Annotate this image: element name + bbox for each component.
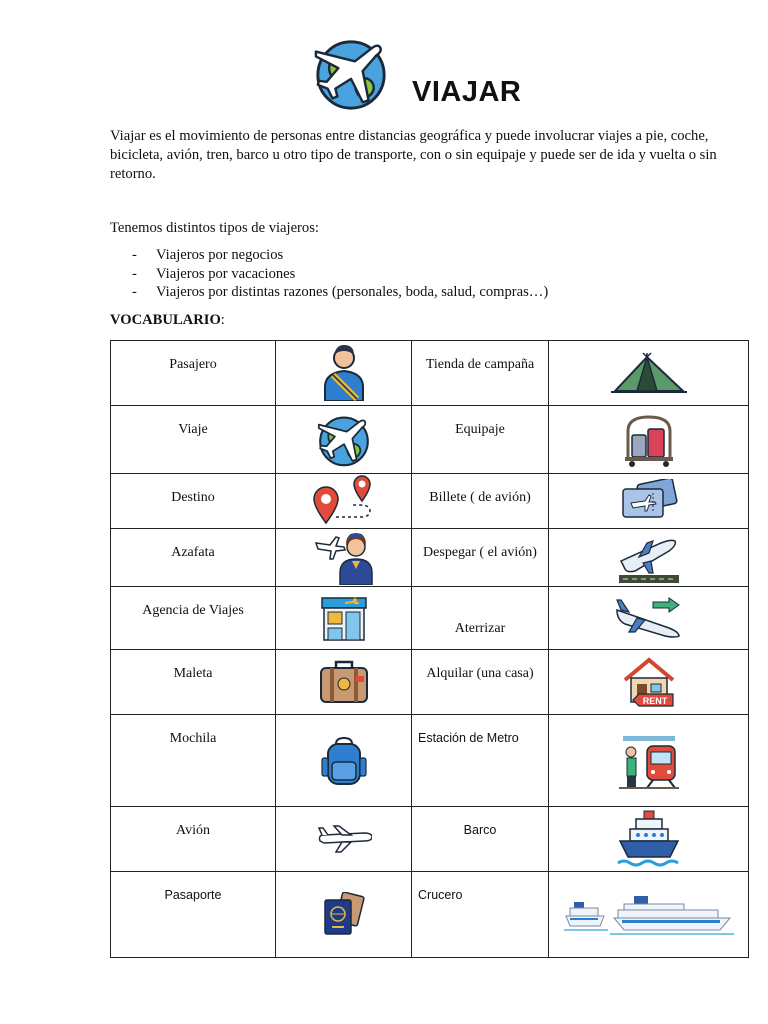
table-row (111, 715, 749, 807)
vocab-word: Crucero (412, 872, 549, 958)
luggage-cart-icon (622, 413, 676, 467)
vocab-word: Destino (111, 474, 276, 529)
intro-paragraph: Viajar es el movimiento de personas entre distancias geográfica y puede involucrar viajes a pie, coche, bicicleta, avión, tren, barco u otro tipo de transporte, con o sin equipaje y puede ser de ida y vuelta o sin retorno. (110, 128, 717, 182)
vocab-word: Alquilar (una casa) (412, 650, 549, 715)
vocab-word: Estación de Metro (412, 715, 549, 807)
list-item: - Viajeros por distintas razones (personales, boda, salud, compras…) (110, 283, 548, 302)
table-row (111, 650, 749, 715)
page-title: VIAJAR (412, 76, 522, 108)
vocab-word: Billete ( de avión) (412, 474, 549, 529)
traveler-types-list (110, 246, 548, 302)
vocab-word: Equipaje (412, 406, 549, 474)
traveler-types-intro: Tenemos distintos tipos de viajeros: (110, 220, 319, 236)
table-row (111, 529, 749, 587)
table-row (111, 587, 749, 650)
vocab-word: Viaje (111, 406, 276, 474)
list-item: - Viajeros por vacaciones (110, 265, 548, 284)
vocab-word: Avión (111, 807, 276, 872)
globe-airplane-icon (312, 34, 390, 112)
metro-station-icon (617, 730, 681, 792)
vocab-word: Azafata (111, 529, 276, 587)
vocab-word: Despegar ( el avión) (412, 529, 549, 587)
backpack-icon (320, 736, 368, 786)
header (0, 30, 768, 120)
vocab-word: Aterrizar (454, 621, 506, 636)
vocab-heading (110, 312, 225, 329)
plane-landing-icon (613, 596, 685, 640)
vocab-word: Pasaporte (111, 872, 276, 958)
table-row (111, 474, 749, 529)
vocab-table (110, 340, 749, 958)
house-rent-icon (621, 656, 677, 708)
vocab-word: Mochila (111, 715, 276, 807)
rent-badge: RENT (642, 696, 667, 706)
vocab-word: Tienda de campaña (412, 341, 549, 406)
vocab-word: Agencia de Viajes (111, 587, 276, 650)
plane-ticket-icon (619, 479, 679, 523)
passenger-icon (319, 345, 369, 401)
cruise-ships-icon (564, 890, 734, 940)
vocab-word: Maleta (111, 650, 276, 715)
passport-icon (321, 892, 367, 938)
ship-icon (616, 809, 682, 869)
table-row (111, 406, 749, 474)
vocab-heading-text: VOCABULARIO (110, 312, 221, 328)
list-item: - Viajeros por negocios (110, 246, 548, 265)
tent-icon (611, 351, 687, 395)
globe-airplane-icon (316, 412, 372, 468)
table-row (111, 807, 749, 872)
vocab-word: Barco (412, 807, 549, 872)
airplane-outline-icon (316, 825, 372, 853)
suitcase-icon (318, 658, 370, 706)
travel-agency-icon (319, 594, 369, 642)
vocab-word: Pasajero (111, 341, 276, 406)
table-row (111, 341, 749, 406)
map-pins-icon (312, 475, 376, 527)
plane-takeoff-icon (617, 531, 681, 585)
flight-attendant-icon (314, 531, 374, 585)
vocab-heading-colon: : (220, 312, 225, 328)
table-row (111, 872, 749, 958)
